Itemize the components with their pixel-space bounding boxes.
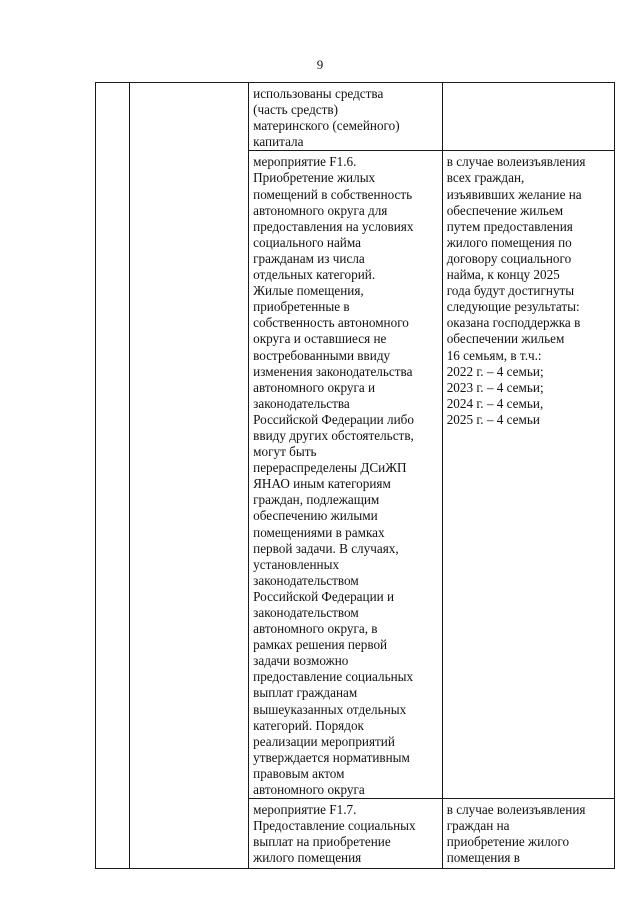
activity-text-line: ввиду других обстоятельств,: [253, 427, 414, 443]
activity-text-line: ЯНАО иным категориям: [253, 476, 391, 492]
activities-table: [95, 82, 615, 869]
activity-text-line: предоставление социальных: [253, 669, 414, 685]
activity-text-line: выплат гражданам: [253, 685, 358, 701]
activity-text-line: гражданам из числа: [253, 250, 365, 266]
activity-text-line: социального найма: [253, 234, 361, 250]
activity-text-line: правовым актом: [253, 765, 345, 781]
activity-text-line: автономного округа, в: [253, 621, 378, 637]
result-text-line: изъявивших желание на: [446, 186, 582, 202]
activity-text-line: округа и оставшиеся не: [253, 331, 387, 347]
activity-text-line: законодательством: [253, 605, 359, 620]
result-text-line: года будут достигнуты: [446, 283, 575, 299]
result-text-line: 16 семьям, в т.ч.:: [446, 347, 542, 363]
result-text-line: 2025 г. – 4 семьи: [446, 411, 540, 427]
activity-text-line: задачи возможно: [253, 653, 349, 669]
activity-text-line: реализации мероприятий: [253, 733, 395, 749]
activity-text-line: обеспечению жилыми: [253, 508, 378, 524]
activity-text-line: первой задачи. В случаях,: [253, 540, 399, 556]
activity-cell: [249, 799, 443, 869]
activity-text-line: мероприятие F1.6.: [253, 154, 357, 170]
task-cell: [130, 83, 249, 869]
result-text-line: обеспечение жильем: [446, 202, 564, 218]
activity-text-line: Предоставление социальных: [253, 818, 416, 834]
result-cell: [442, 799, 614, 869]
activity-text-line: приобретенные в: [253, 299, 350, 315]
result-text-line: в случае волеизъявления: [446, 802, 586, 818]
result-cell: [442, 83, 614, 151]
activity-text-line: отдельных категорий.: [253, 267, 376, 283]
activity-text-line: автономного округа: [253, 782, 365, 798]
row-number-cell: [96, 83, 130, 869]
result-text-line: 2023 г. – 4 семьи;: [446, 379, 544, 395]
activity-text-line: могут быть: [253, 444, 317, 460]
activity-text-line: вышеуказанных отдельных: [253, 701, 407, 717]
result-text-line: всех граждан,: [446, 170, 525, 186]
result-text-line: обеспечении жильем: [446, 331, 565, 347]
result-text-line: в случае волеизъявления: [446, 154, 586, 170]
activity-text-line: граждан, подлежащим: [253, 492, 380, 508]
activity-text-line: (часть средств): [253, 102, 339, 118]
result-text-line: 2022 г. – 4 семьи;: [446, 363, 544, 379]
activity-text-line: законодательством: [253, 572, 359, 588]
activity-text-line: помещениями в рамках: [253, 524, 385, 540]
result-cell: [442, 151, 614, 799]
activity-cell: [249, 151, 443, 799]
activity-text-line: востребованными ввиду: [253, 347, 391, 363]
activity-text-line: Жилые помещения,: [253, 283, 364, 299]
activity-text-line: использованы средства: [253, 86, 384, 101]
activity-text-line: капитала: [253, 134, 304, 150]
activity-text-line: рамках решения первой: [253, 637, 388, 653]
activity-text-line: законодательства: [253, 395, 350, 411]
result-text-line: приобретение жилого: [446, 834, 570, 850]
activity-text-line: предоставления на условиях: [253, 218, 414, 234]
activity-text-line: категорий. Порядок: [253, 717, 364, 733]
activity-text-line: выплат на приобретение: [253, 834, 391, 850]
activity-text-line: перераспределены ДСиЖП: [253, 460, 407, 476]
result-text-line: следующие результаты:: [446, 299, 580, 315]
result-text-line: жилого помещения по: [446, 234, 572, 250]
activity-text-line: жилого помещения: [253, 850, 362, 866]
activity-text-line: материнского (семейного): [253, 118, 400, 134]
activity-text-line: помещений в собственность: [253, 186, 413, 202]
activity-text-line: изменения законодательства: [253, 363, 413, 379]
result-text-line: 2024 г. – 4 семьи,: [446, 395, 544, 411]
result-text-line: найма, к концу 2025: [446, 267, 560, 283]
result-text-line: оказана господдержка в: [446, 315, 581, 331]
activity-text-line: установленных: [253, 556, 340, 572]
activity-text-line: автономного округа и: [253, 379, 376, 395]
activity-text-line: собственность автономного: [253, 315, 409, 331]
activity-text-line: автономного округа для: [253, 202, 388, 218]
activity-text-line: Российской Федерации либо: [253, 411, 414, 427]
page-number: 9: [316, 57, 324, 72]
activity-cell: [249, 83, 443, 151]
result-text-line: граждан на: [446, 818, 510, 834]
activity-text-line: Российской Федерации и: [253, 588, 395, 604]
result-text-line: путем предоставления: [446, 218, 573, 234]
result-text-line: договору социального: [446, 250, 572, 266]
table-row: [96, 83, 615, 151]
activity-text-line: мероприятие F1.7.: [253, 802, 357, 818]
activity-text-line: утверждается нормативным: [253, 749, 410, 765]
result-text-line: помещения в: [446, 850, 520, 866]
activity-text-line: Приобретение жилых: [253, 170, 376, 186]
